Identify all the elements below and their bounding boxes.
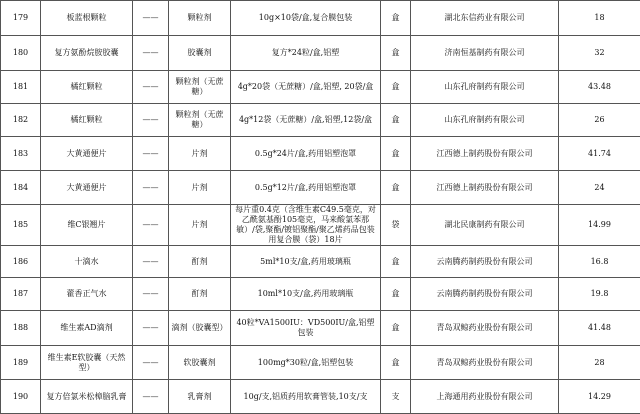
price-cell: 41.74 — [559, 137, 640, 171]
row-number-cell: 189 — [1, 346, 41, 380]
unit-cell: 盒 — [381, 278, 411, 311]
dosage-form-cell: 颗粒剂（无蔗糖） — [169, 71, 231, 104]
price-cell: 14.99 — [559, 205, 640, 246]
price-cell: 28 — [559, 346, 640, 380]
unit-cell: 盒 — [381, 1, 411, 36]
manufacturer-cell: 山东孔府制药有限公司 — [411, 104, 559, 137]
row-number-cell: 184 — [1, 171, 41, 205]
price-cell: 16.8 — [559, 246, 640, 278]
placeholder-dash-cell: —— — [133, 137, 169, 171]
drug-name-cell: 藿香正气水 — [41, 278, 133, 311]
dosage-form-cell: 颗粒剂（无蔗糖） — [169, 104, 231, 137]
manufacturer-cell: 湖北民康制药有限公司 — [411, 205, 559, 246]
manufacturer-cell: 青岛双鲸药业股份有限公司 — [411, 311, 559, 346]
drug-name-cell: 大黄通便片 — [41, 171, 133, 205]
specification-cell: 0.5g*24片/盒,药用铝塑泡罩 — [231, 137, 381, 171]
placeholder-dash-cell: —— — [133, 104, 169, 137]
row-number-cell: 187 — [1, 278, 41, 311]
placeholder-dash-cell: —— — [133, 36, 169, 71]
price-cell: 32 — [559, 36, 640, 71]
manufacturer-cell: 江西德上制药股份有限公司 — [411, 137, 559, 171]
price-cell: 41.48 — [559, 311, 640, 346]
dosage-form-cell: 酊剂 — [169, 246, 231, 278]
placeholder-dash-cell: —— — [133, 171, 169, 205]
drug-name-cell: 复方倍氯米松樟脑乳膏 — [41, 380, 133, 414]
table-row — [1, 171, 640, 205]
dosage-form-cell: 颗粒剂 — [169, 1, 231, 36]
drug-name-cell: 复方氨酚烷胺胶囊 — [41, 36, 133, 71]
table-row — [1, 1, 640, 36]
price-cell: 19.8 — [559, 278, 640, 311]
table-row — [1, 246, 640, 278]
specification-cell: 每片重0.4克（含维生素C49.5毫克，对乙酰氨基酚105毫克，马来酸氯苯那敏）/袋,聚酯/镀铝聚酯/聚乙烯药品包装用复合膜（袋）18片 — [231, 205, 381, 246]
drug-name-cell: 大黄通便片 — [41, 137, 133, 171]
row-number-cell: 188 — [1, 311, 41, 346]
manufacturer-cell: 江西德上制药股份有限公司 — [411, 171, 559, 205]
specification-cell: 10ml*10支/盒,药用玻璃瓶 — [231, 278, 381, 311]
specification-cell: 10g/支,铝质药用软膏管装,10支/支 — [231, 380, 381, 414]
row-number-cell: 183 — [1, 137, 41, 171]
dosage-form-cell: 乳膏剂 — [169, 380, 231, 414]
placeholder-dash-cell: —— — [133, 246, 169, 278]
unit-cell: 盒 — [381, 246, 411, 278]
specification-cell: 40粒*VA1500IU：VD500IU/盒,铝塑包装 — [231, 311, 381, 346]
manufacturer-cell: 云南腾药制药股份有限公司 — [411, 278, 559, 311]
drug-name-cell: 板蓝根颗粒 — [41, 1, 133, 36]
unit-cell: 盒 — [381, 346, 411, 380]
price-cell: 14.29 — [559, 380, 640, 414]
placeholder-dash-cell: —— — [133, 1, 169, 36]
table-row — [1, 311, 640, 346]
price-cell: 26 — [559, 104, 640, 137]
placeholder-dash-cell: —— — [133, 71, 169, 104]
dosage-form-cell: 片剂 — [169, 137, 231, 171]
price-cell: 43.48 — [559, 71, 640, 104]
row-number-cell: 186 — [1, 246, 41, 278]
unit-cell: 盒 — [381, 311, 411, 346]
table-row — [1, 380, 640, 414]
manufacturer-cell: 济南恒基制药有限公司 — [411, 36, 559, 71]
price-cell: 24 — [559, 171, 640, 205]
specification-cell: 复方*24粒/盒,铝塑 — [231, 36, 381, 71]
specification-cell: 0.5g*12片/盒,药用铝塑泡罩 — [231, 171, 381, 205]
placeholder-dash-cell: —— — [133, 380, 169, 414]
manufacturer-cell: 山东孔府制药有限公司 — [411, 71, 559, 104]
unit-cell: 支 — [381, 380, 411, 414]
table-row — [1, 137, 640, 171]
unit-cell: 盒 — [381, 104, 411, 137]
specification-cell: 4g*20袋（无蔗糖）/盒,铝塑, 20袋/盒 — [231, 71, 381, 104]
specification-cell: 10g×10袋/盒,复合膜包装 — [231, 1, 381, 36]
placeholder-dash-cell: —— — [133, 205, 169, 246]
price-cell: 18 — [559, 1, 640, 36]
specification-cell: 5ml*10支/盒,药用玻璃瓶 — [231, 246, 381, 278]
table-row — [1, 71, 640, 104]
table-row — [1, 346, 640, 380]
unit-cell: 盒 — [381, 171, 411, 205]
dosage-form-cell: 软胶囊剂 — [169, 346, 231, 380]
drug-name-cell: 维生素E软胶囊（天然型） — [41, 346, 133, 380]
specification-cell: 100mg*30粒/盒,铝塑包装 — [231, 346, 381, 380]
unit-cell: 袋 — [381, 205, 411, 246]
drug-name-cell: 维C银翘片 — [41, 205, 133, 246]
dosage-form-cell: 胶囊剂 — [169, 36, 231, 71]
placeholder-dash-cell: —— — [133, 311, 169, 346]
manufacturer-cell: 云南腾药制药股份有限公司 — [411, 246, 559, 278]
table-row — [1, 205, 640, 246]
manufacturer-cell: 上海通用药业股份有限公司 — [411, 380, 559, 414]
unit-cell: 盒 — [381, 36, 411, 71]
drug-name-cell: 十滴水 — [41, 246, 133, 278]
row-number-cell: 185 — [1, 205, 41, 246]
specification-cell: 4g*12袋（无蔗糖）/盒,铝塑,12袋/盒 — [231, 104, 381, 137]
row-number-cell: 180 — [1, 36, 41, 71]
unit-cell: 盒 — [381, 71, 411, 104]
placeholder-dash-cell: —— — [133, 346, 169, 380]
row-number-cell: 190 — [1, 380, 41, 414]
row-number-cell: 182 — [1, 104, 41, 137]
table-row — [1, 278, 640, 311]
manufacturer-cell: 湖北东信药业有限公司 — [411, 1, 559, 36]
unit-cell: 盒 — [381, 137, 411, 171]
table-row — [1, 36, 640, 71]
dosage-form-cell: 片剂 — [169, 205, 231, 246]
dosage-form-cell: 酊剂 — [169, 278, 231, 311]
drug-name-cell: 维生素AD滴剂 — [41, 311, 133, 346]
table-body — [1, 1, 640, 414]
drug-name-cell: 橘红颗粒 — [41, 104, 133, 137]
table-row — [1, 104, 640, 137]
drug-name-cell: 橘红颗粒 — [41, 71, 133, 104]
dosage-form-cell: 滴剂（胶囊型） — [169, 311, 231, 346]
row-number-cell: 179 — [1, 1, 41, 36]
placeholder-dash-cell: —— — [133, 278, 169, 311]
row-number-cell: 181 — [1, 71, 41, 104]
dosage-form-cell: 片剂 — [169, 171, 231, 205]
manufacturer-cell: 青岛双鲸药业股份有限公司 — [411, 346, 559, 380]
